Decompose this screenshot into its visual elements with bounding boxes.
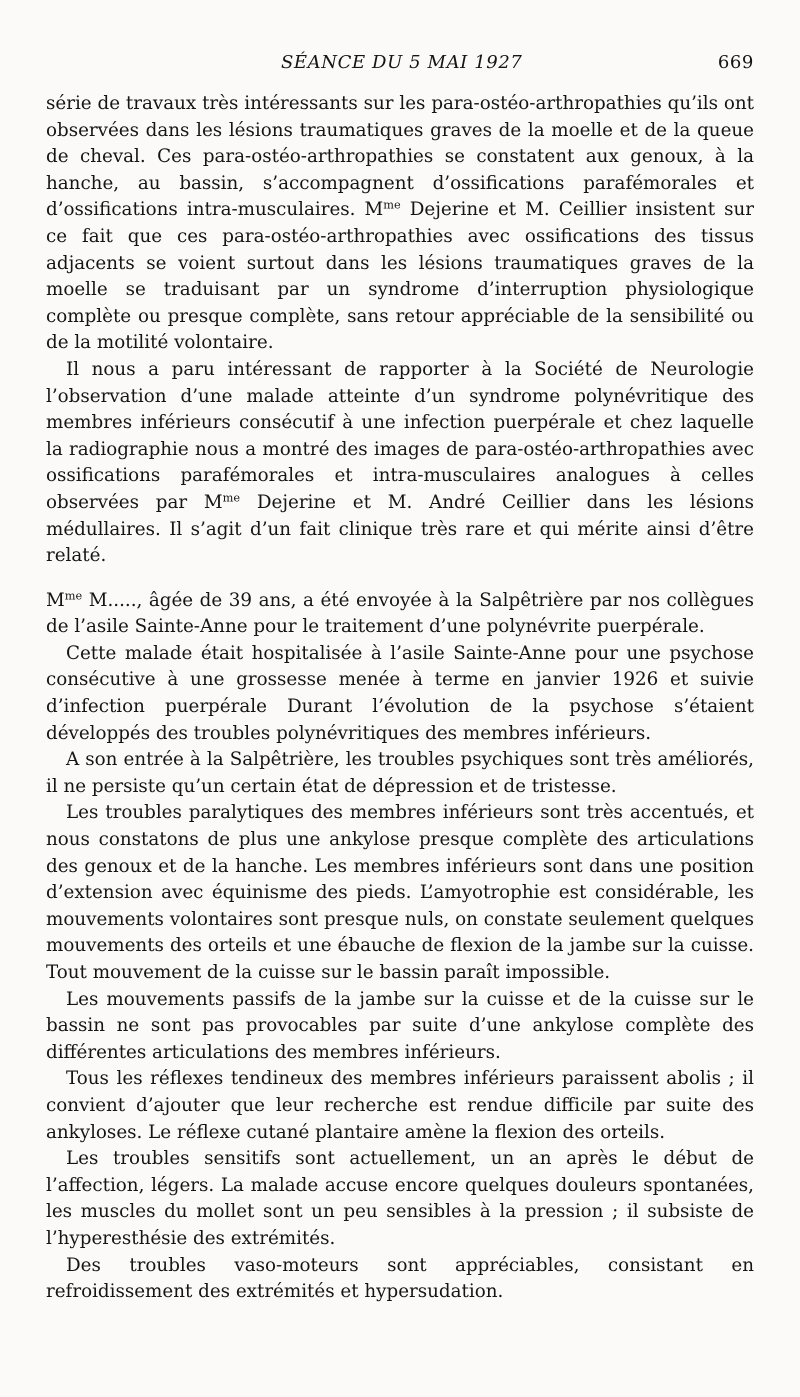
paragraph-text: Tous les réflexes tendineux des membres inférieurs paraissent abolis ; il convient d’ajouter que leur recherche est rendue difficile par suite des ankyloses. Le réflexe cutané plantaire amène la flexion des orteils. (46, 1068, 754, 1143)
title-superscript: me (383, 197, 401, 212)
paragraph-text: Les troubles sensitifs sont actuellement, un an après le début de l’affection, légers. La malade accuse encore quelques douleurs spontanées, les muscles du mollet sont un peu sensibles à la pression ; il subsiste de l’hyperesthésie des extrémités. (46, 1148, 754, 1249)
scanned-journal-page (46, 52, 754, 1306)
paragraph-text: série de travaux très intéressants sur les para-ostéo-arthropathies qu’ils ont observées dans les lésions traumatiques graves de la moelle et de la queue de cheval. Ces para-ostéo-arthropathies se constatent aux genoux, à la hanche, au bassin, s’accompagnent d’ossifications parafémorales et d’ossifications intra-musculaires. M (46, 93, 754, 221)
paragraph-text: Cette malade était hospitalisée à l’asile Sainte-Anne pour une psychose consécutive à une grossesse menée à terme en janvier 1926 et suivie d’infection puerpérale Durant l’évolution de la psychose s’étaient développés des troubles polynévritiques des membres inférieurs. (46, 642, 754, 744)
paragraph-psychic-status (46, 747, 754, 800)
paragraph-reflexes (46, 1066, 754, 1146)
paragraph-text: M (46, 589, 65, 611)
paragraph-text: Les mouvements passifs de la jambe sur la cuisse et de la cuisse sur le bassin ne sont pas provocables par suite d’une ankylose complète des différentes articulations des membres inférieurs. (46, 988, 754, 1063)
paragraph-paralytic-signs (46, 800, 754, 986)
article-body (46, 91, 754, 1306)
page-number: 669 (717, 52, 754, 73)
running-title: SÉANCE DU 5 MAI 1927 (281, 52, 523, 73)
paragraph-text: M....., âgée de 39 ans, a été envoyée à la Salpêtrière par nos collègues de l’asile Sainte-Anne pour le traitement d’une polynévrite puerpérale. (46, 589, 754, 638)
paragraph-sensory-signs (46, 1146, 754, 1252)
paragraph-text: Des troubles vaso-moteurs sont appréciables, consistant en refroidissement des extrémités et hypersudation. (46, 1254, 754, 1303)
title-superscript: me (64, 588, 83, 603)
title-superscript: me (222, 490, 241, 505)
paragraph-text: Il nous a paru intéressant de rapporter à la Société de Neurologie l’observation d’une malade atteinte d’un syndrome polynévritique des membres inférieurs consécutif à une infection puerpérale et chez laquelle la radiographie nous a montré des images de para-ostéo-arthropathies avec ossifications parafémorales et intra-musculaires analogues à celles observées par M (46, 358, 754, 513)
paragraph-passive-movements (46, 987, 754, 1067)
running-header (46, 52, 754, 82)
paragraph-continued-intro (46, 91, 754, 357)
paragraph-text: Les troubles paralytiques des membres inférieurs sont très accentués, et nous constatons de plus une ankylose presque complète des articulations des genoux et de la hanche. Les membres inférieurs sont dans une position d’extension avec équinisme des pieds. L’amyotrophie est considérable, les mouvements volontaires sont presque nuls, on constate seulement quelques mouvements des orteils et une ébauche de flexion de la jambe sur la cuisse. Tout mouvement de la cuisse sur le bassin paraît impossible. (46, 802, 754, 983)
paragraph-vasomotor-signs (46, 1253, 754, 1306)
paragraph-text: Dejerine et M. André Ceillier dans les lésions médullaires. Il s’agit d’un fait clinique très rare et qui mérite ainsi d’être relaté. (46, 491, 754, 567)
paragraph-hospital-history (46, 641, 754, 747)
paragraph-text: Dejerine et M. Ceillier insistent sur ce fait que ces para-ostéo-arthropathies avec ossifications des tissus adjacents se voient surtout dans les lésions traumatiques graves de la moelle se traduisant par un syndrome d’interruption physiologique complète ou presque complète, sans retour appréciable de la sensibilité ou de la motilité volontaire. (46, 199, 754, 354)
paragraph-patient-admission (46, 588, 754, 641)
paragraph-case-introduction (46, 357, 754, 570)
paragraph-text: A son entrée à la Salpêtrière, les troubles psychiques sont très améliorés, il ne persiste qu’un certain état de dépression et de tristesse. (46, 749, 754, 797)
